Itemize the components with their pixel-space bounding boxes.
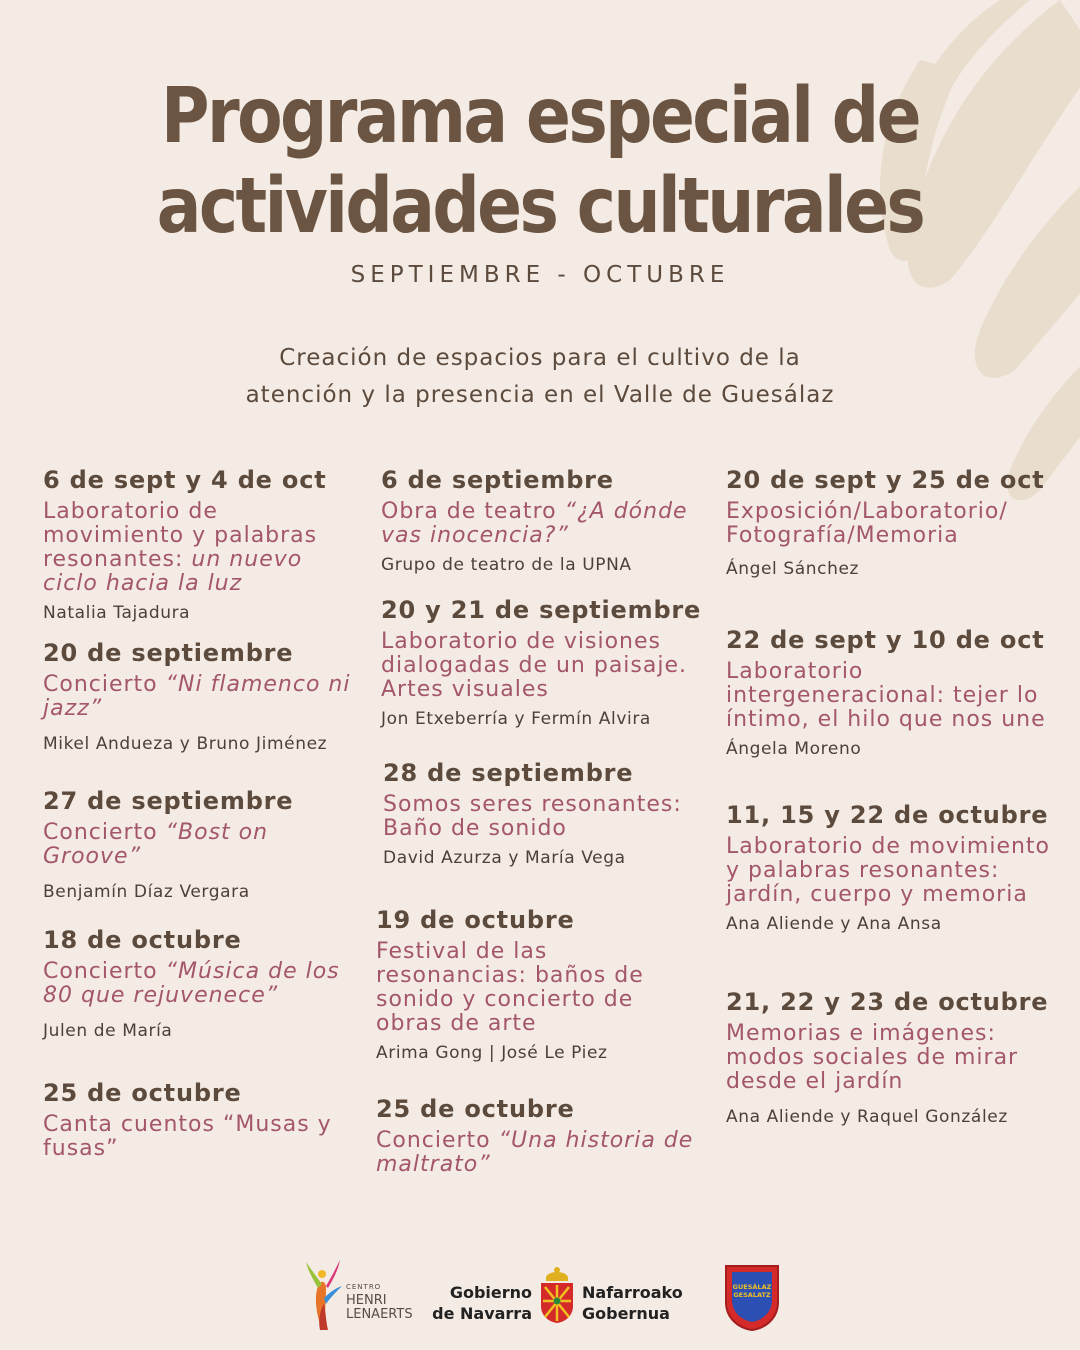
- event-title: Somos seres resonantes: Baño de sonido: [383, 792, 682, 841]
- guesalaz-shield-icon: [722, 1262, 782, 1332]
- event-item: [726, 464, 1056, 580]
- title-line-2: actividades culturales: [156, 162, 924, 251]
- event-title: Memorias e imágenes: modos sociales de mirar desde el jardín: [726, 1021, 1019, 1094]
- event-author: Julen de María: [43, 1021, 173, 1041]
- event-title: Concierto “Una historia de maltrato”: [376, 1128, 694, 1177]
- gobierno-de-navarra-logo: [432, 1260, 692, 1330]
- event-author: Ana Aliende y Ana Ansa: [726, 914, 942, 934]
- event-title: Laboratorio de movimiento y palabras resonantes: un nuevo ciclo hacia la luz: [43, 499, 318, 596]
- event-date: 6 de septiembre: [381, 466, 614, 494]
- event-date: 18 de octubre: [43, 926, 242, 954]
- event-item: [43, 924, 363, 1042]
- navarra-spanish-name: Gobierno de Navarra: [432, 1283, 532, 1323]
- event-author: Benjamín Díaz Vergara: [43, 882, 250, 902]
- event-item: [376, 1093, 696, 1177]
- henri-lenaerts-wordmark: CENTRO HENRI LENAERTS: [346, 1283, 413, 1322]
- event-author: Arima Gong | José Le Piez: [376, 1043, 608, 1063]
- event-title: Festival de las resonancias: baños de sonido y concierto de obras de arte: [376, 939, 644, 1036]
- henri-lenaerts-logo: [304, 1258, 424, 1333]
- svg-text:GESALATZ: GESALATZ: [733, 1291, 771, 1299]
- event-date: 22 de sept y 10 de oct: [726, 626, 1045, 654]
- event-date: 20 de sept y 25 de oct: [726, 466, 1045, 494]
- dancer-figure-icon: [304, 1258, 344, 1333]
- svg-text:GUESÁLAZ: GUESÁLAZ: [732, 1283, 772, 1291]
- event-date: 28 de septiembre: [383, 759, 634, 787]
- event-author: Natalia Tajadura: [43, 603, 191, 623]
- event-item: [381, 594, 701, 730]
- navarra-basque-name: Nafarroako Gobernua: [582, 1283, 683, 1323]
- event-item: [726, 799, 1056, 935]
- event-date: 19 de octubre: [376, 906, 575, 934]
- event-author: Jon Etxeberría y Fermín Alvira: [381, 709, 651, 729]
- event-title: Laboratorio intergeneracional: tejer lo íntimo, el hilo que nos une: [726, 659, 1046, 732]
- event-author: David Azurza y María Vega: [383, 848, 626, 868]
- event-item: [43, 464, 363, 624]
- event-author: Ángela Moreno: [726, 739, 862, 759]
- event-date: 11, 15 y 22 de octubre: [726, 801, 1049, 829]
- event-date: 27 de septiembre: [43, 787, 294, 815]
- sponsor-logos: [0, 1258, 1080, 1338]
- event-item: [726, 624, 1056, 760]
- event-title: Concierto “Música de los 80 que rejuvenece”: [43, 959, 340, 1008]
- navarra-coat-of-arms-icon: [538, 1264, 576, 1324]
- event-title: Concierto “Bost on Groove”: [43, 820, 269, 869]
- event-author: Grupo de teatro de la UPNA: [381, 555, 632, 575]
- event-author: Ángel Sánchez: [726, 559, 860, 579]
- event-item: [383, 757, 713, 869]
- guesalaz-coat-of-arms: [722, 1262, 782, 1332]
- date-range-subtitle: SEPTIEMBRE - OCTUBRE: [350, 262, 730, 288]
- event-item: [726, 986, 1056, 1128]
- intro-text: [120, 340, 960, 414]
- event-date: 6 de sept y 4 de oct: [43, 466, 327, 494]
- event-title: Laboratorio de visiones dialogadas de un paisaje. Artes visuales: [381, 629, 687, 702]
- intro-line-2: atención y la presencia en el Valle de Guesálaz: [245, 382, 835, 408]
- event-title: Concierto “Ni flamenco ni jazz”: [43, 672, 351, 721]
- intro-line-1: Creación de espacios para el cultivo de la: [279, 345, 801, 371]
- event-item: [43, 785, 343, 903]
- event-date: 20 y 21 de septiembre: [381, 596, 702, 624]
- event-title: Exposición/Laboratorio/ Fotografía/Memoria: [726, 499, 1008, 548]
- event-title: Obra de teatro “¿A dónde vas inocencia?”: [381, 499, 688, 548]
- event-title: Laboratorio de movimiento y palabras resonantes: jardín, cuerpo y memoria: [726, 834, 1051, 907]
- event-item: [381, 464, 701, 576]
- event-author: Mikel Andueza y Bruno Jiménez: [43, 734, 328, 754]
- event-item: [43, 637, 363, 755]
- event-author: Ana Aliende y Raquel González: [726, 1107, 1008, 1127]
- event-date: 25 de octubre: [43, 1079, 242, 1107]
- event-date: 20 de septiembre: [43, 639, 294, 667]
- event-item: [376, 904, 696, 1064]
- title-line-1: Programa especial de: [161, 72, 919, 161]
- event-title: Canta cuentos “Musas y fusas”: [43, 1112, 332, 1161]
- event-date: 21, 22 y 23 de octubre: [726, 988, 1049, 1016]
- page-title: [76, 72, 1005, 252]
- event-item: [43, 1077, 353, 1161]
- event-date: 25 de octubre: [376, 1095, 575, 1123]
